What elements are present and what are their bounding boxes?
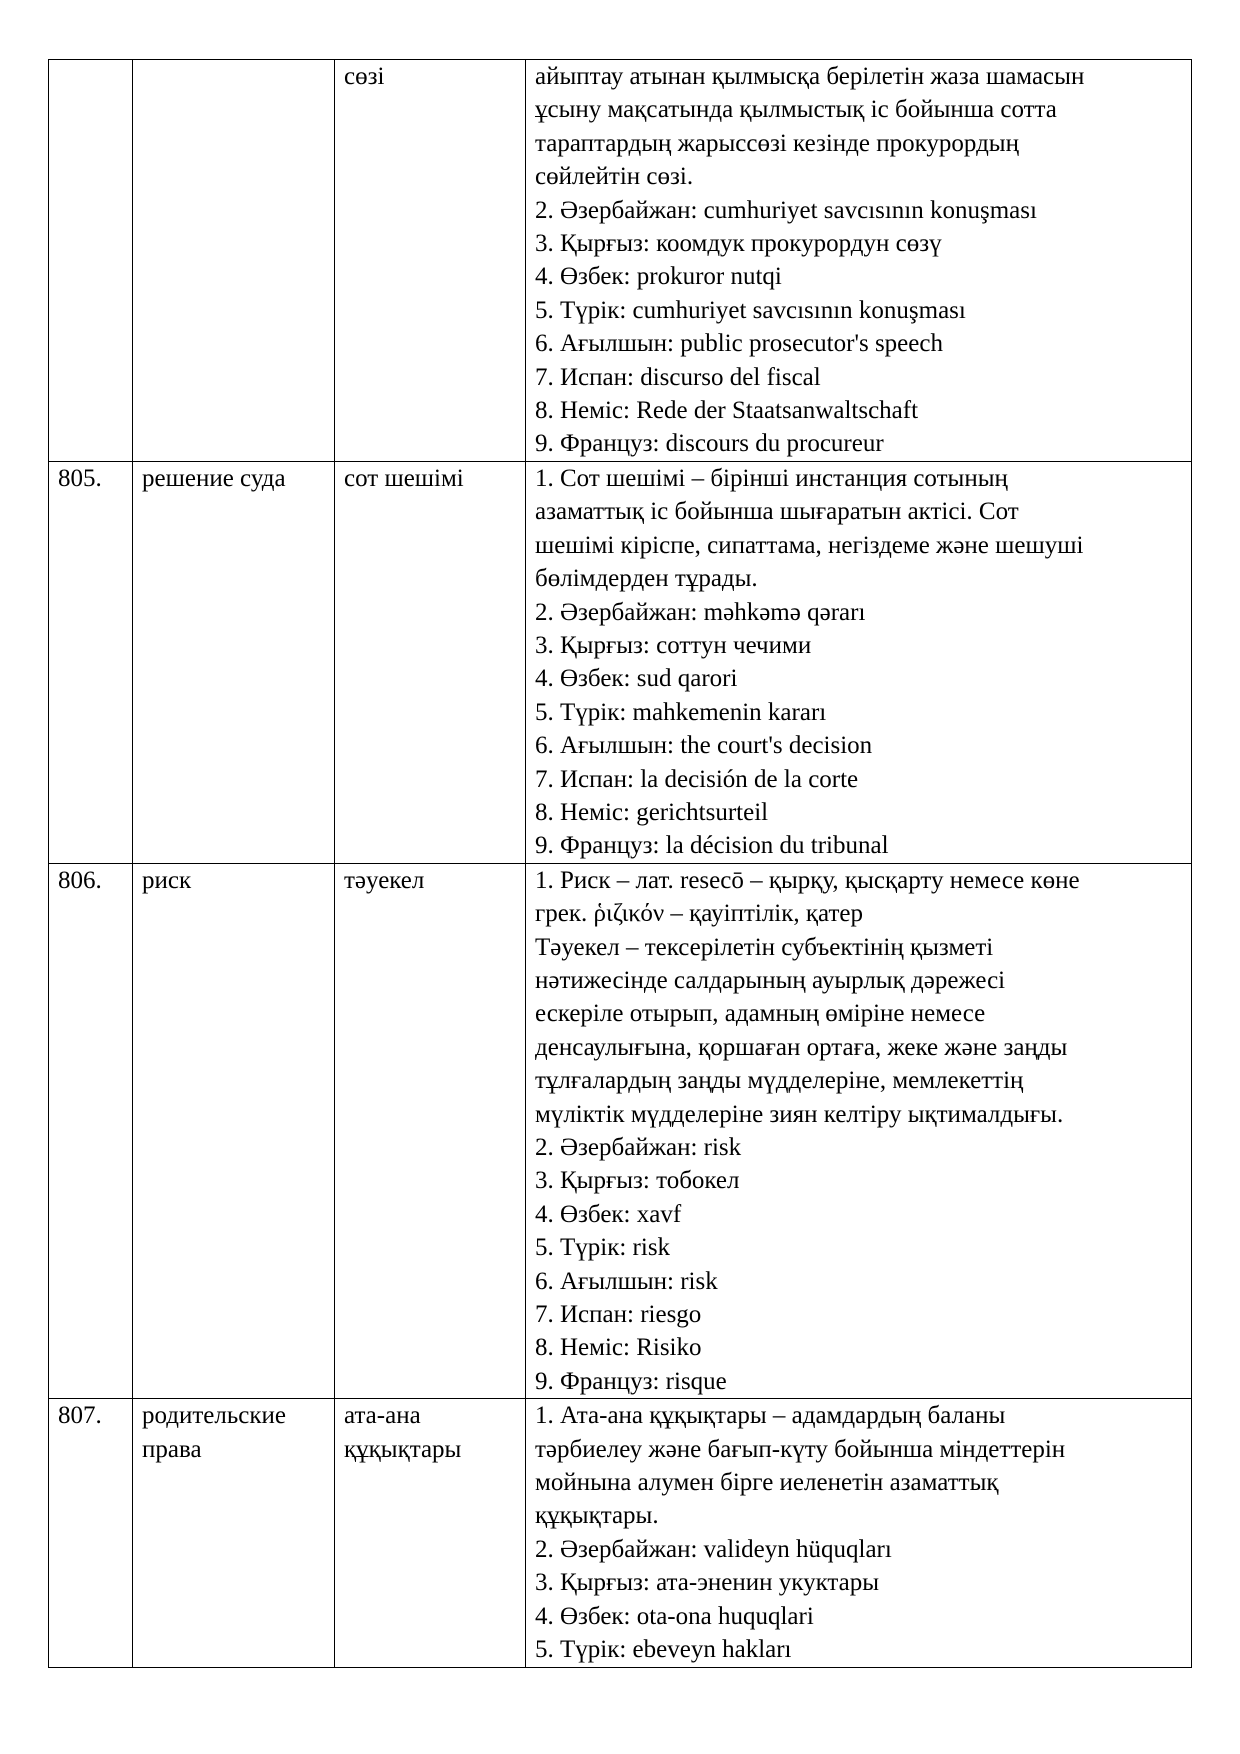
table-row bbox=[49, 1399, 1192, 1667]
kazakh-term-cell: ата-ана құқықтары bbox=[335, 1399, 526, 1667]
translation-line: 9. Француз: risque bbox=[535, 1367, 727, 1395]
definition-line: айыптау атынан қылмысқа берілетін жаза шамасын bbox=[535, 63, 1085, 90]
definition-line: 1. Сот шешімі – бірінші инстанция сотының bbox=[535, 464, 1008, 492]
translation-line: 9. Француз: discours du procureur bbox=[535, 430, 884, 458]
definition-cell bbox=[526, 1399, 1192, 1667]
translation-line: 2. Әзербайжан: məhkəmə qərarı bbox=[535, 598, 866, 626]
translation-line: 8. Неміс: Rede der Staatsanwaltschaft bbox=[535, 397, 919, 425]
translation-line: 3. Қырғыз: тобокел bbox=[535, 1167, 740, 1195]
glossary-table bbox=[48, 59, 1192, 1668]
definition-line: 1. Риск – лат. resecō – қырқу, қысқарту немесе көне bbox=[535, 866, 1080, 894]
definition-line: нәтижесінде салдарының ауырлық дәрежесі bbox=[535, 966, 1006, 994]
definition-cell bbox=[526, 863, 1192, 1399]
definition-line: құқықтары. bbox=[535, 1502, 659, 1530]
translation-line: 6. Ағылшын: the court's decision bbox=[535, 732, 873, 760]
translation-line: 3. Қырғыз: коомдук прокурордун сөзү bbox=[535, 230, 942, 258]
russian-term-cell: родительские права bbox=[133, 1399, 335, 1667]
entry-number-cell: 807. bbox=[49, 1399, 133, 1667]
table-row bbox=[49, 461, 1192, 863]
translation-line: 5. Түрік: ebeveyn hakları bbox=[535, 1636, 792, 1664]
translation-line: 6. Ағылшын: public prosecutor's speech bbox=[535, 330, 943, 358]
translation-line: 2. Әзербайжан: risk bbox=[535, 1134, 742, 1161]
definition-line: мүліктік мүдделеріне зиян келтіру ықтималдығы. bbox=[535, 1100, 1064, 1128]
translation-line: 7. Испан: discurso del fiscal bbox=[535, 363, 821, 391]
russian-term-cell: риск bbox=[133, 863, 335, 1399]
definition-cell bbox=[526, 60, 1192, 462]
translation-line: 8. Неміс: Risiko bbox=[535, 1334, 702, 1362]
kazakh-term-cell: сөзі bbox=[335, 60, 526, 462]
kazakh-term-cell: сот шешімі bbox=[335, 461, 526, 863]
translation-line: 3. Қырғыз: ата-эненин укуктары bbox=[535, 1569, 880, 1597]
translation-line: 7. Испан: riesgo bbox=[535, 1301, 702, 1329]
translation-line: 4. Өзбек: xavf bbox=[535, 1200, 682, 1228]
entry-number-cell bbox=[49, 60, 133, 462]
table-row bbox=[49, 863, 1192, 1399]
definition-line: ескеріле отырып, адамның өміріне немесе bbox=[535, 1000, 986, 1028]
entry-number-cell: 805. bbox=[49, 461, 133, 863]
definition-line: сөйлейтін сөзі. bbox=[535, 163, 694, 191]
translation-line: 5. Түрік: mahkemenin kararı bbox=[535, 698, 827, 726]
definition-line: бөлімдерден тұрады. bbox=[535, 565, 758, 593]
definition-line: денсаулығына, қоршаған ортаға, жеке және заңды bbox=[535, 1033, 1068, 1061]
translation-line: 2. Әзербайжан: cumhuriyet savcısının konuşması bbox=[535, 196, 1037, 224]
kazakh-term-cell: тәуекел bbox=[335, 863, 526, 1399]
translation-line: 4. Өзбек: prokuror nutqi bbox=[535, 263, 782, 291]
translation-line: 4. Өзбек: sud qarori bbox=[535, 665, 738, 693]
translation-line: 8. Неміс: gerichtsurteil bbox=[535, 798, 769, 826]
definition-cell bbox=[526, 461, 1192, 863]
table-row bbox=[49, 60, 1192, 462]
translation-line: 6. Ағылшын: risk bbox=[535, 1267, 718, 1295]
translation-line: 5. Түрік: cumhuriyet savcısının konuşması bbox=[535, 296, 966, 324]
definition-line: 1. Ата-ана құқықтары – адамдардың баланы bbox=[535, 1402, 1006, 1430]
definition-line: Тәуекел – тексерілетін субъектінің қызметі bbox=[535, 933, 994, 961]
definition-line: азаматтық іс бойынша шығаратын актісі. Сот bbox=[535, 498, 1019, 526]
definition-line: тараптардың жарыссөзі кезінде прокурордың bbox=[535, 129, 1019, 157]
definition-line: тұлғалардың заңды мүдделеріне, мемлекеттің bbox=[535, 1067, 1024, 1095]
russian-term-cell bbox=[133, 60, 335, 462]
translation-line: 9. Француз: la décision du tribunal bbox=[535, 832, 889, 860]
definition-line: мойнына алумен бірге иеленетін азаматтық bbox=[535, 1469, 999, 1497]
translation-line: 2. Әзербайжан: valideyn hüquqları bbox=[535, 1535, 892, 1563]
definition-line: ұсыну мақсатында қылмыстық іс бойынша сотта bbox=[535, 96, 1057, 124]
translation-line: 7. Испан: la decisión de la corte bbox=[535, 765, 859, 793]
russian-term-cell: решение суда bbox=[133, 461, 335, 863]
translation-line: 5. Түрік: risk bbox=[535, 1234, 671, 1262]
definition-line: тәрбиелеу және бағып-күту бойынша міндеттерін bbox=[535, 1435, 1066, 1463]
translation-line: 4. Өзбек: ota-ona huquqlari bbox=[535, 1602, 814, 1630]
entry-number-cell: 806. bbox=[49, 863, 133, 1399]
definition-line: грек. ῥιζικόν – қауіптілік, қатер bbox=[535, 900, 864, 928]
definition-line: шешімі кіріспе, сипаттама, негіздеме және шешуші bbox=[535, 531, 1084, 559]
translation-line: 3. Қырғыз: соттун чечими bbox=[535, 631, 812, 659]
